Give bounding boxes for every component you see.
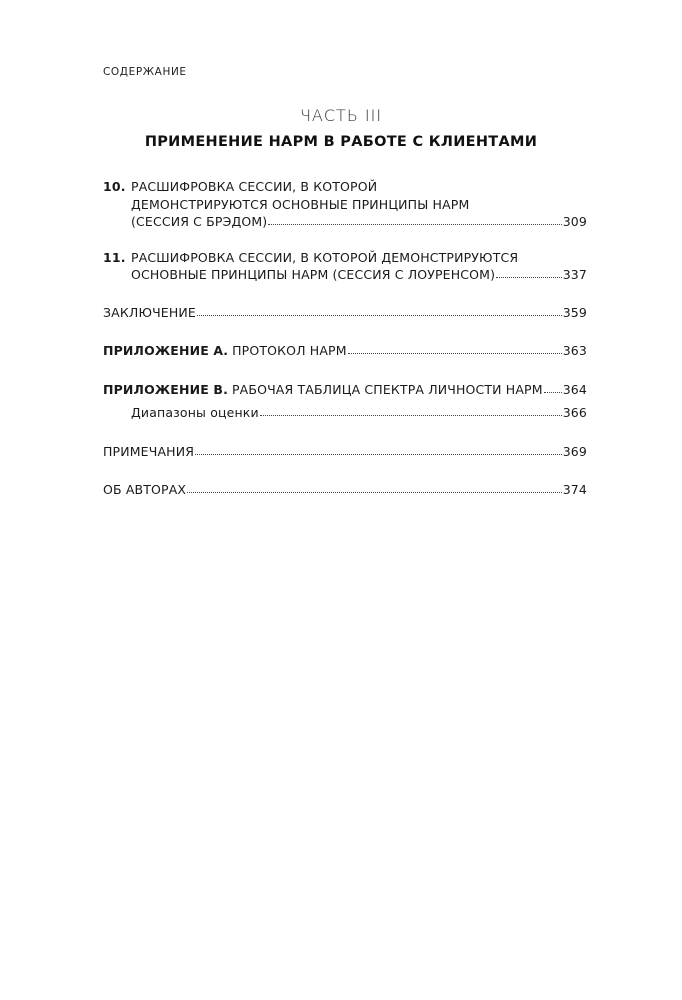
toc-entry-chapter-11[interactable]: [103, 249, 587, 284]
dot-leader: [187, 482, 562, 494]
toc-entry-text: ПРИМЕЧАНИЯ: [103, 443, 195, 459]
toc-entry-text: Диапазоны оценки: [131, 405, 259, 420]
appendix-prefix: ПРИЛОЖЕНИЕ А.: [103, 343, 229, 358]
page-number: 366: [562, 405, 587, 420]
toc-entry-notes[interactable]: [103, 443, 587, 461]
toc-entry-text: ОБ АВТОРАХ: [103, 482, 187, 497]
appendix-prefix: ПРИЛОЖЕНИЕ В.: [103, 381, 228, 397]
page-number: 337: [562, 267, 587, 282]
dot-leader: [496, 267, 562, 279]
page-number: 359: [562, 304, 587, 320]
toc-entry-text: (СЕССИЯ С БРЭДОМ): [131, 214, 268, 229]
toc-entry-text: РАСШИФРОВКА СЕССИИ, В КОТОРОЙ ДЕМОНСТРИРУЮТСЯ: [131, 249, 519, 265]
part-title: ПРИМЕНЕНИЕ НАРМ В РАБОТЕ С КЛИЕНТАМИ: [144, 134, 538, 150]
toc-entry-text: ДЕМОНСТРИРУЮТСЯ ОСНОВНЫЕ ПРИНЦИПЫ НАРМ: [131, 196, 470, 212]
page-number: 363: [562, 343, 587, 358]
running-head: СОДЕРЖАНИЕ: [103, 66, 187, 78]
chapter-number: 10.: [103, 179, 126, 194]
toc-entry-text: ОСНОВНЫЕ ПРИНЦИПЫ НАРМ (СЕССИЯ С ЛОУРЕНСОМ): [131, 267, 496, 282]
dot-leader: [348, 343, 562, 355]
dot-leader: [268, 214, 561, 226]
toc-entry-appendix-b[interactable]: [103, 381, 587, 399]
toc-entry-chapter-10[interactable]: [103, 178, 587, 231]
toc-entry-text: РАСШИФРОВКА СЕССИИ, В КОТОРОЙ: [131, 179, 378, 194]
dot-leader: [197, 305, 562, 317]
toc-entry-conclusion[interactable]: [103, 304, 587, 322]
toc-entry-appendix-a[interactable]: [103, 342, 587, 360]
toc-entry-score-ranges[interactable]: [103, 404, 587, 422]
toc-entry-text: РАБОЧАЯ ТАБЛИЦА СПЕКТРА ЛИЧНОСТИ НАРМ: [231, 381, 543, 397]
dot-leader: [260, 405, 562, 417]
dot-leader: [544, 382, 562, 394]
chapter-number: 11.: [103, 249, 126, 265]
table-of-contents: [103, 178, 587, 499]
toc-entry-text: ПРОТОКОЛ НАРМ: [232, 343, 347, 358]
toc-entry-about-authors[interactable]: [103, 481, 587, 499]
page-number: 364: [562, 381, 587, 397]
toc-entry-text: ЗАКЛЮЧЕНИЕ: [103, 304, 196, 320]
part-label: ЧАСТЬ III: [299, 106, 383, 125]
dot-leader: [195, 444, 562, 456]
page-number: 374: [562, 482, 587, 497]
page-number: 369: [562, 443, 587, 459]
page-number: 309: [562, 214, 587, 229]
